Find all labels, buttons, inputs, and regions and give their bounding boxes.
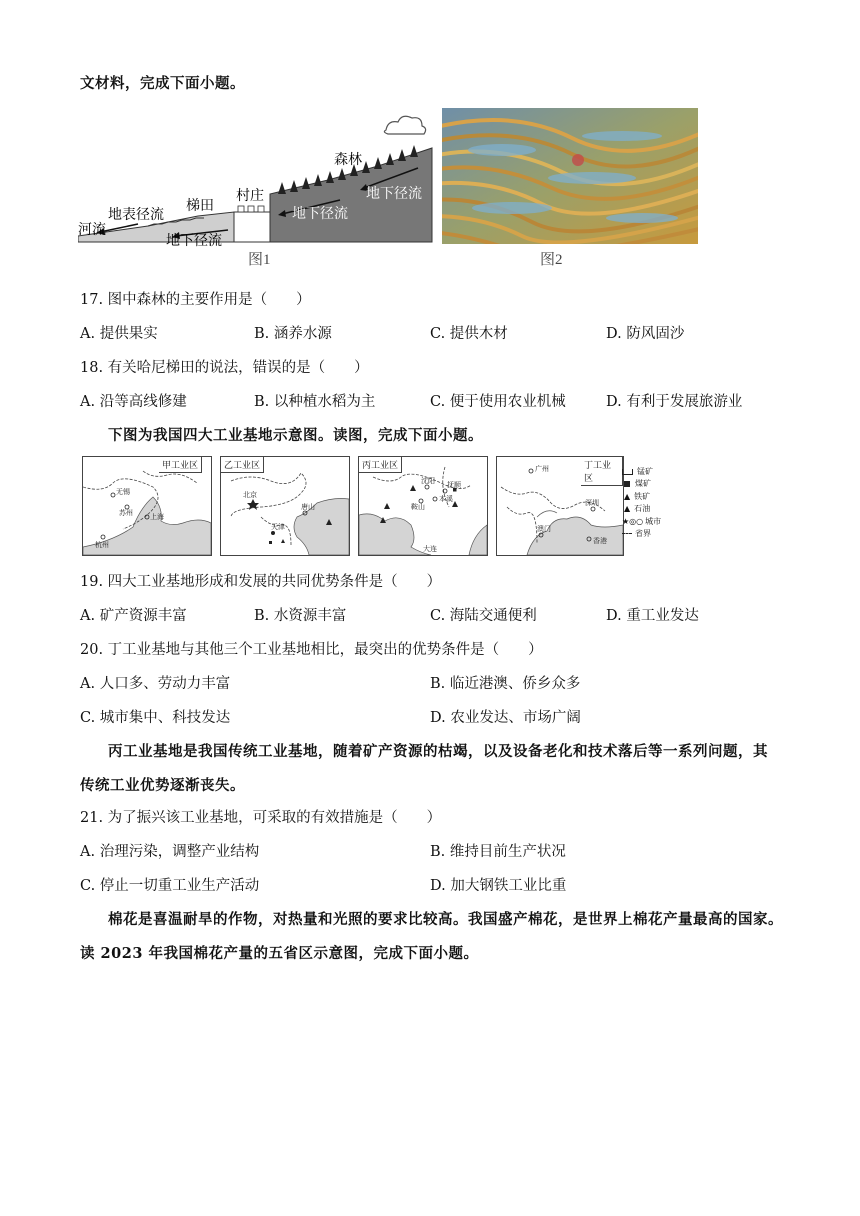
map-yi-city-3: 天津: [271, 523, 285, 531]
map-jia-city-1: 无锡: [116, 488, 130, 496]
q21-option-d[interactable]: D. 加大钢铁工业比重: [430, 878, 567, 894]
map-jia: [82, 456, 212, 556]
map-jia-city-4: 杭州: [95, 541, 109, 549]
q18-option-a[interactable]: A. 沿等高线修建: [80, 394, 187, 410]
map-bing-city-2: 抚顺: [447, 481, 461, 489]
figure2-caption: 图2: [540, 252, 563, 268]
manganese-icon: [622, 469, 633, 475]
q20-option-d[interactable]: D. 农业发达、市场广阔: [430, 710, 581, 726]
coal-icon: [624, 481, 630, 487]
q21-stem: 21. 为了振兴该工业基地，可采取的有效措施是（ ）: [80, 810, 442, 826]
label-river: 河流: [78, 222, 106, 238]
para3-line2: 传统工业优势逐渐丧失。: [80, 777, 245, 794]
map-bing-city-4: 鞍山: [411, 503, 425, 511]
q18-stem: 18. 有关哈尼梯田的说法，错误的是（ ）: [80, 360, 369, 376]
figure1-caption: 图1: [248, 252, 271, 268]
intro-text: 文材料，完成下面小题。: [80, 75, 245, 92]
q18-option-d[interactable]: D. 有利于发展旅游业: [606, 394, 743, 410]
q18-option-c[interactable]: C. 便于使用农业机械: [430, 394, 566, 410]
label-surface-runoff: 地表径流: [108, 207, 164, 223]
label-terrace: 梯田: [186, 198, 214, 214]
map-jia-title: 甲工业区: [159, 457, 202, 473]
legend-item-coal: 煤矿: [622, 478, 661, 490]
map-ding-city-2: 深圳: [585, 499, 599, 507]
map-bing: [358, 456, 488, 556]
map-bing-city-3: 本溪: [439, 495, 453, 503]
oil-icon: ▲: [624, 504, 631, 514]
label-underground-1: 地下径流: [166, 233, 222, 248]
q19-option-b[interactable]: B. 水资源丰富: [254, 608, 347, 624]
city-icon: ★◎○: [622, 516, 644, 526]
label-underground-2: 地下径流: [292, 206, 348, 222]
map-ding-title: 丁工业区: [581, 457, 623, 486]
map-yi-city-2: 唐山: [301, 503, 315, 511]
para4-line1: 棉花是喜温耐旱的作物，对热量和光照的要求比较高。我国盛产棉花，是世界上棉花产量最高的国家。: [108, 911, 783, 928]
label-forest: 森林: [334, 152, 362, 168]
boundary-icon: [622, 533, 632, 534]
iron-icon: ▲: [624, 491, 631, 501]
map-ding: [496, 456, 624, 556]
q19-option-c[interactable]: C. 海陆交通便利: [430, 608, 537, 624]
para3-line1: 丙工业基地是我国传统工业基地，随着矿产资源的枯竭，以及设备老化和技术落后等一系列问题，其: [108, 743, 768, 760]
legend-item-oil: ▲ 石油: [622, 503, 661, 515]
legend-item-manganese: 锰矿: [622, 466, 661, 478]
map-legend: [622, 466, 661, 540]
map-bing-city-1: 沈阳: [421, 477, 435, 485]
legend-item-city: ★◎○ 城市: [622, 516, 662, 526]
q17-stem: 17. 图中森林的主要作用是（ ）: [80, 292, 311, 308]
q21-option-a[interactable]: A. 治理污染，调整产业结构: [80, 844, 260, 860]
legend-item-boundary: 省界: [622, 528, 661, 540]
q20-option-a[interactable]: A. 人口多、劳动力丰富: [80, 676, 231, 692]
label-underground-3: 地下径流: [366, 186, 422, 202]
map-jia-city-3: 上海: [150, 513, 164, 521]
q17-option-c[interactable]: C. 提供木材: [430, 326, 508, 342]
q20-stem: 20. 丁工业基地与其他三个工业基地相比，最突出的优势条件是（ ）: [80, 642, 543, 658]
map-bing-city-5: 大连: [423, 545, 437, 553]
q20-option-b[interactable]: B. 临近港澳、侨乡众多: [430, 676, 581, 692]
map-ding-city-4: 澳门: [537, 525, 551, 533]
intro2-text: 下图为我国四大工业基地示意图。读图，完成下面小题。: [108, 427, 483, 444]
para4-line2: 读 2023 年我国棉花产量的五省区示意图，完成下面小题。: [80, 945, 479, 962]
q17-option-d[interactable]: D. 防风固沙: [606, 326, 685, 342]
map-yi-city-1: 北京: [243, 491, 257, 499]
q19-option-d[interactable]: D. 重工业发达: [606, 608, 699, 624]
figure2-terrace-photo: [442, 108, 698, 244]
q17-option-a[interactable]: A. 提供果实: [80, 326, 158, 342]
map-yi: [220, 456, 350, 556]
q19-stem: 19. 四大工业基地形成和发展的共同优势条件是（ ）: [80, 574, 442, 590]
map-yi-title: 乙工业区: [221, 457, 264, 473]
map-jia-city-2: 苏州: [119, 509, 133, 517]
q21-option-c[interactable]: C. 停止一切重工业生产活动: [80, 878, 260, 894]
figure1-diagram: [78, 108, 434, 248]
map-ding-city-3: 香港: [593, 537, 607, 545]
q18-option-b[interactable]: B. 以种植水稻为主: [254, 394, 376, 410]
q19-option-a[interactable]: A. 矿产资源丰富: [80, 608, 187, 624]
label-village: 村庄: [236, 188, 264, 204]
q17-option-b[interactable]: B. 涵养水源: [254, 326, 332, 342]
q20-option-c[interactable]: C. 城市集中、科技发达: [80, 710, 231, 726]
map-ding-city-1: 广州: [535, 465, 549, 473]
q21-option-b[interactable]: B. 维持目前生产状况: [430, 844, 566, 860]
map-bing-title: 丙工业区: [359, 457, 402, 473]
legend-item-iron: ▲ 铁矿: [622, 491, 661, 503]
